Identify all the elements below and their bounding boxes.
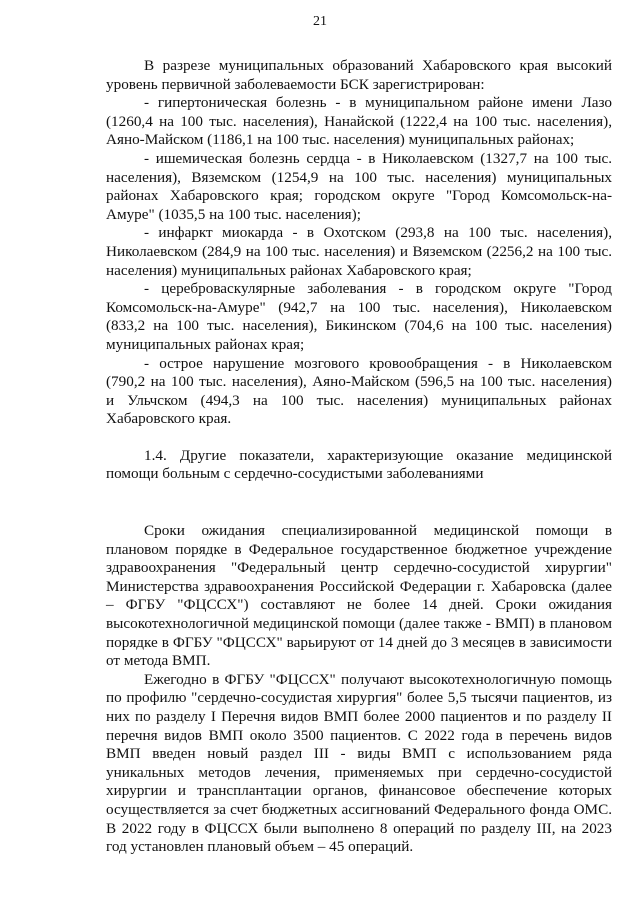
text-line: Амуре" (1035,5 на 100 тыс. населения); xyxy=(106,205,361,223)
text-line: (790,2 на 100 тыс. населения), Аяно-Майском (596,5 на 100 тыс. населения) xyxy=(106,373,612,391)
text-line: Хабаровского края. xyxy=(106,410,232,428)
section-heading xyxy=(106,447,612,484)
text-line: хирургии и трансплантации органов, финансовое обеспечение которых xyxy=(106,782,612,800)
text-line: них по разделу I Перечня видов ВМП более 2000 пациентов и по разделу II xyxy=(106,708,612,725)
text-line: высокотехнологичной медицинской помощи (далее также - ВМП) в плановом xyxy=(106,615,612,633)
text-line: районах Хабаровского края; городском округе "Город Комсомольск-на- xyxy=(106,187,612,205)
text-line: год установлен плановый объем – 45 операций. xyxy=(106,838,414,856)
text-line: населения), Вяземском (1254,9 на 100 тыс. населения) муниципальных xyxy=(106,168,612,186)
text-line: здравоохранения "Федеральный центр сердечно-сосудистой хирургии" xyxy=(106,559,612,577)
stroke-item xyxy=(106,355,612,429)
text-line: уникальных методов лечения, применяемых при сердечно-сосудистой xyxy=(106,763,612,781)
annual-volume-paragraph xyxy=(106,671,612,857)
text-line: населения) муниципальных районах Хабаровского края; xyxy=(106,261,472,279)
text-line: Комсомольск-на-Амуре" (942,7 на 100 тыс. населения), Николаевском xyxy=(106,298,612,316)
text-line: ВМП введен новый раздел III - виды ВМП с использованием ряда xyxy=(106,745,612,763)
text-line: (1260,4 на 100 тыс. населения), Нанайской (1222,4 на 100 тыс. населения), xyxy=(106,112,612,130)
text-line: - цереброваскулярные заболевания - в городском округе "Город xyxy=(144,280,612,298)
text-line: В разрезе муниципальных образований Хабаровского края высокий xyxy=(144,57,612,74)
hypertension-item xyxy=(106,94,612,150)
text-line: - гипертоническая болезнь - в муниципальном районе имени Лазо xyxy=(144,94,612,112)
waiting-times-paragraph xyxy=(106,522,612,671)
text-line: - инфаркт миокарда - в Охотском (293,8 на 100 тыс. населения), xyxy=(144,224,612,242)
text-line: Ежегодно в ФГБУ "ФЦССХ" получают высокотехнологичную помощь xyxy=(144,670,612,688)
intro-paragraph xyxy=(106,57,612,94)
text-line: - острое нарушение мозгового кровообращения - в Николаевском xyxy=(144,354,612,372)
text-line: и Ульчском (494,3 на 100 тыс. населения) муниципальных районах xyxy=(106,391,612,409)
section-heading-line: помощи больным с сердечно-сосудистыми заболеваниями xyxy=(106,465,484,483)
ischemic-item xyxy=(106,150,612,224)
text-line: уровень первичной заболеваемости БСК зарегистрирован: xyxy=(106,75,485,93)
text-line: муниципальных районах края; xyxy=(106,335,305,353)
text-line: плановом порядке в Федеральное государственное бюджетное учреждение xyxy=(106,540,612,558)
section-heading-line: 1.4. Другие показатели, характеризующие оказание медицинской xyxy=(144,446,612,464)
text-line: В 2022 году в ФЦССХ были выполнено 8 операций по разделу III, на 2023 xyxy=(106,819,612,837)
text-line: Сроки ожидания специализированной медицинской помощи в xyxy=(144,522,612,540)
text-line: (833,2 на 100 тыс. населения), Бикинском (704,6 на 100 тыс. населения) xyxy=(106,317,612,335)
text-line: Николаевском (284,9 на 100 тыс. населения) и Вяземском (2256,2 на 100 тыс. xyxy=(106,242,612,260)
text-line: от метода ВМП. xyxy=(106,652,211,670)
document-body xyxy=(106,57,612,857)
text-line: – ФГБУ "ФЦССХ") составляют не более 14 дней. Сроки ожидания xyxy=(106,596,612,614)
text-line: - ишемическая болезнь сердца - в Николаевском (1327,7 на 100 тыс. xyxy=(144,149,612,167)
text-line: осуществляется за счет бюджетных ассигнований Федерального фонда ОМС. xyxy=(106,800,612,818)
text-line: перечня видов ВМП около 3500 пациентов. С 2022 года в перечень видов xyxy=(106,726,612,744)
text-line: Министерства здравоохранения Российской Федерации г. Хабаровска (далее xyxy=(106,577,612,595)
text-line: по профилю "сердечно-сосудистая хирургия" более 5,5 тысячи пациентов, из xyxy=(106,689,612,707)
text-line: порядке в ФГБУ "ФЦССХ" варьируют от 14 дней до 3 месяцев в зависимости xyxy=(106,633,612,651)
text-line: Аяно-Майском (1186,1 на 100 тыс. населения) муниципальных районах; xyxy=(106,131,575,149)
cerebrovascular-item xyxy=(106,280,612,354)
page-number: 21 xyxy=(313,14,327,29)
infarction-item xyxy=(106,224,612,280)
